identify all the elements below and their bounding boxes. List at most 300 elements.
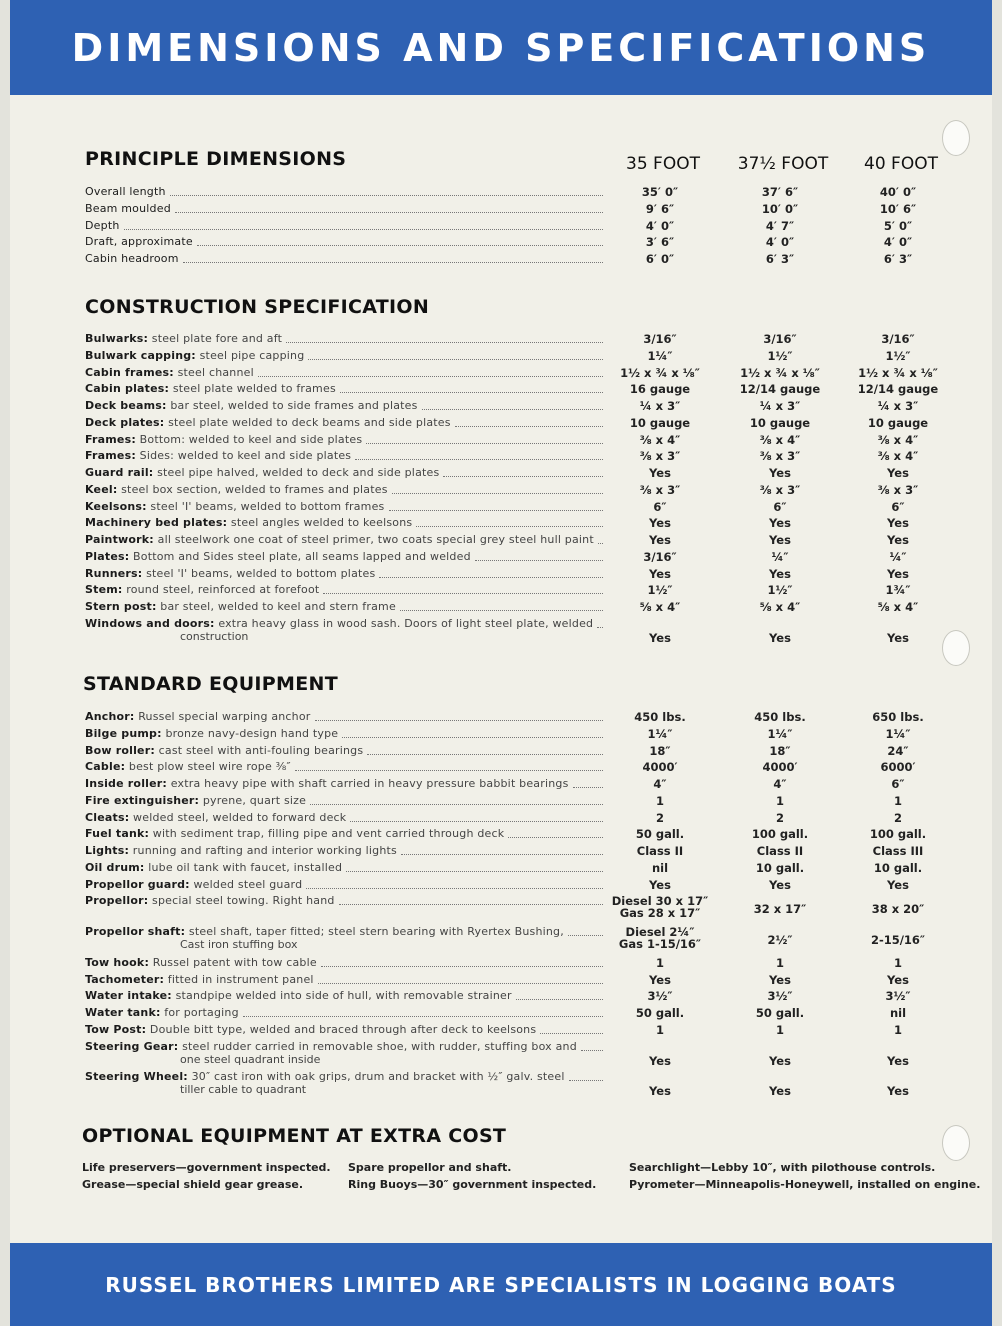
spec-name: Plates: xyxy=(85,549,130,563)
page-left-edge xyxy=(0,0,10,1326)
spec-row xyxy=(85,1070,603,1086)
spec-row xyxy=(85,382,603,398)
spec-value: 1 xyxy=(775,955,784,970)
leader-dots xyxy=(318,983,603,984)
spec-value: Diesel 30 x 17″ xyxy=(611,894,709,909)
spec-description: steel channel xyxy=(177,365,254,379)
spec-label xyxy=(85,533,594,547)
spec-value: 50 gall. xyxy=(755,1006,805,1020)
spec-value: 10 gauge xyxy=(867,415,929,430)
spec-value: 1 xyxy=(775,793,784,808)
spec-name: Propellor guard: xyxy=(85,877,190,891)
spec-row xyxy=(85,989,603,1005)
spec-value: 4″ xyxy=(773,777,787,791)
spec-value: 6″ xyxy=(653,499,667,514)
leader-dots xyxy=(379,577,603,578)
leader-dots xyxy=(366,443,603,444)
spec-value: ¼ x 3″ xyxy=(639,399,681,413)
spec-label xyxy=(85,219,120,233)
spec-description: with sediment trap, filling pipe and vent carried through deck xyxy=(152,827,505,841)
spec-value: Yes xyxy=(649,972,671,987)
spec-row xyxy=(85,1006,603,1022)
spec-value: 10 gall. xyxy=(873,860,923,875)
spec-value: Class II xyxy=(636,844,684,858)
spec-value: 6′ 3″ xyxy=(765,252,795,267)
spec-value: ⅜ x 4″ xyxy=(877,432,919,447)
spec-row xyxy=(85,827,603,843)
spec-value: 35′ 0″ xyxy=(641,185,679,199)
spec-name: Cabin frames: xyxy=(85,365,174,379)
leader-dots xyxy=(400,610,603,611)
spec-row xyxy=(85,349,603,365)
spec-value: 1½″ xyxy=(885,348,911,363)
spec-value: 650 lbs. xyxy=(872,710,924,724)
spec-value: 3/16″ xyxy=(763,332,797,346)
spec-label xyxy=(85,449,351,463)
spec-value: Yes xyxy=(887,533,909,547)
spec-value: 100 gall. xyxy=(751,827,809,842)
spec-name: Draft, approximate xyxy=(85,235,193,249)
spec-value: 1½″ xyxy=(647,583,673,598)
spec-description-continued: Cast iron stuffing box xyxy=(180,938,298,951)
leader-dots xyxy=(197,245,603,246)
spec-name: Lights: xyxy=(85,844,130,857)
spec-value: 3½″ xyxy=(885,989,911,1004)
spec-value: 6″ xyxy=(773,499,787,514)
spec-row xyxy=(85,777,603,793)
spec-description: standpipe welded into side of hull, with removable strainer xyxy=(175,989,512,1003)
binder-hole xyxy=(942,120,970,156)
spec-value: ⅝ x 4″ xyxy=(759,600,801,614)
spec-label xyxy=(85,989,512,1003)
leader-dots xyxy=(416,526,603,527)
spec-name: Bulwark capping: xyxy=(85,348,196,362)
spec-row xyxy=(85,600,603,616)
spec-name: Inside roller: xyxy=(85,777,168,790)
spec-row xyxy=(85,500,603,516)
spec-value: Yes xyxy=(887,972,909,987)
spec-value: 1¾″ xyxy=(885,583,911,598)
spec-description: steel plate welded to frames xyxy=(172,382,336,396)
spec-label xyxy=(85,583,319,597)
spec-value: 10 gauge xyxy=(629,415,691,430)
spec-value: 2 xyxy=(775,810,784,825)
spec-description: steel box section, welded to frames and plates xyxy=(121,482,388,496)
spec-name: Propellor: xyxy=(85,894,149,908)
spec-name: Tachometer: xyxy=(85,972,165,986)
leader-dots xyxy=(321,966,603,967)
spec-row xyxy=(85,516,603,532)
spec-value: 3½″ xyxy=(647,989,673,1004)
spec-value-extra: Gas 1-15/16″ xyxy=(618,937,702,951)
spec-row xyxy=(85,235,603,251)
spec-value: Yes xyxy=(649,466,671,480)
spec-description: 30″ cast iron with oak grips, drum and bracket with ½″ galv. steel xyxy=(191,1070,565,1084)
spec-value: Yes xyxy=(887,1053,909,1068)
spec-value: 9′ 6″ xyxy=(645,201,675,216)
spec-value: 4′ 0″ xyxy=(645,218,675,233)
leader-dots xyxy=(597,627,603,628)
spec-value: 1 xyxy=(655,1022,664,1037)
spec-name: Cleats: xyxy=(85,810,130,824)
leader-dots xyxy=(389,510,604,511)
spec-label xyxy=(85,516,412,530)
spec-label xyxy=(85,760,291,774)
spec-value: ¼ x 3″ xyxy=(759,399,801,413)
spec-value: ⅜ x 3″ xyxy=(759,482,801,497)
leader-dots xyxy=(310,804,603,805)
spec-row xyxy=(85,366,603,382)
leader-dots xyxy=(295,770,603,771)
spec-description: round steel, reinforced at forefoot xyxy=(126,583,320,597)
spec-value: ¼″ xyxy=(889,549,907,564)
spec-label xyxy=(85,567,375,581)
spec-value: 3′ 6″ xyxy=(645,235,675,250)
standard-heading: STANDARD EQUIPMENT xyxy=(83,673,338,695)
spec-label xyxy=(85,777,569,791)
spec-value: ⅜ x 3″ xyxy=(877,482,919,497)
leader-dots xyxy=(306,888,603,889)
spec-name: Oil drum: xyxy=(85,860,145,874)
spec-value: Class III xyxy=(872,844,924,858)
spec-value: ⅜ x 4″ xyxy=(639,432,681,447)
spec-description: welded steel guard xyxy=(193,877,303,891)
spec-value: 24″ xyxy=(887,743,909,758)
spec-value: Yes xyxy=(769,533,791,547)
spec-name: Steering Gear: xyxy=(85,1039,179,1053)
spec-description-continued: one steel quadrant inside xyxy=(180,1052,321,1066)
spec-value: Yes xyxy=(649,1053,671,1068)
spec-name: Fire extinguisher: xyxy=(85,793,200,807)
spec-value: Yes xyxy=(649,516,671,531)
spec-value: 37′ 6″ xyxy=(761,185,799,199)
spec-value: Yes xyxy=(769,466,791,480)
spec-name: Bulwarks: xyxy=(85,332,149,345)
leader-dots xyxy=(443,476,603,477)
spec-row xyxy=(85,567,603,583)
spec-name: Keelsons: xyxy=(85,499,147,513)
spec-label xyxy=(85,433,362,447)
leader-dots xyxy=(581,1050,603,1051)
spec-description: lube oil tank with faucet, installed xyxy=(148,860,343,874)
spec-value: ¼″ xyxy=(771,549,789,564)
spec-value: Diesel 2¼″ xyxy=(625,925,695,939)
spec-name: Cable: xyxy=(85,760,126,774)
spec-row xyxy=(85,449,603,465)
spec-value: 2 xyxy=(893,810,902,825)
leader-dots xyxy=(350,821,603,822)
spec-description: steel pipe capping xyxy=(199,348,305,362)
spec-description: cast steel with anti-fouling bearings xyxy=(158,743,364,757)
spec-value: Yes xyxy=(887,516,909,531)
spec-row xyxy=(85,811,603,827)
optional-item: Spare propellor and shaft. xyxy=(348,1161,512,1174)
spec-description-continued: construction xyxy=(180,629,249,643)
spec-row xyxy=(85,1023,603,1039)
leader-dots xyxy=(340,392,603,393)
spec-value: Yes xyxy=(887,630,909,645)
spec-value: 1 xyxy=(775,1022,784,1037)
spec-value: 6′ 0″ xyxy=(645,252,675,267)
spec-name: Beam moulded xyxy=(85,201,171,215)
spec-description: steel shaft, taper fitted; steel stern bearing with Ryertex Bushing, xyxy=(188,925,564,938)
leader-dots xyxy=(243,1016,603,1017)
spec-value: 50 gall. xyxy=(635,827,685,842)
spec-description: steel angles welded to keelsons xyxy=(230,516,413,530)
spec-row xyxy=(85,399,603,415)
spec-name: Depth xyxy=(85,218,120,232)
spec-description: Bottom and Sides steel plate, all seams lapped and welded xyxy=(133,549,471,563)
spec-value: 18″ xyxy=(769,743,791,758)
spec-value: Yes xyxy=(769,877,791,892)
spec-row xyxy=(85,727,603,743)
spec-row xyxy=(85,973,603,989)
spec-label xyxy=(85,956,317,970)
spec-value: 1 xyxy=(893,1022,902,1037)
spec-value: 1¼″ xyxy=(885,726,911,741)
spec-value: 1 xyxy=(893,955,902,970)
spec-value: ⅜ x 4″ xyxy=(877,449,919,464)
spec-value: Yes xyxy=(769,1084,791,1099)
spec-label xyxy=(85,827,504,841)
spec-value-extra: Gas 28 x 17″ xyxy=(619,906,701,921)
spec-value: 10 gauge xyxy=(749,415,811,430)
spec-value: 1 xyxy=(655,793,664,808)
spec-value: 1½ x ¾ x ⅛″ xyxy=(620,365,700,380)
footer-banner xyxy=(10,1243,992,1326)
spec-value: 4000′ xyxy=(642,760,678,775)
spec-name: Steering Wheel: xyxy=(85,1070,188,1084)
spec-value: 1¼″ xyxy=(647,348,673,363)
leader-dots xyxy=(323,593,603,594)
spec-name: Water intake: xyxy=(85,989,172,1003)
spec-description: Sides: welded to keel and side plates xyxy=(139,449,352,463)
spec-label xyxy=(85,744,363,758)
spec-row xyxy=(85,1040,603,1056)
spec-description: best plow steel wire rope ⅜″ xyxy=(128,760,291,774)
spec-label xyxy=(85,617,593,631)
leader-dots xyxy=(183,262,603,263)
leader-dots xyxy=(355,459,603,460)
spec-label xyxy=(85,399,418,413)
footer-slogan: RUSSEL BROTHERS LIMITED ARE SPECIALISTS IN LOGGING BOATS xyxy=(105,1273,897,1297)
leader-dots xyxy=(170,195,603,196)
leader-dots xyxy=(339,904,603,905)
spec-label xyxy=(85,794,306,808)
spec-value: 10′ 0″ xyxy=(761,201,799,216)
spec-value: 10 gall. xyxy=(755,860,805,875)
spec-description: special steel towing. Right hand xyxy=(152,894,335,908)
spec-value: Yes xyxy=(649,1084,671,1099)
leader-dots xyxy=(258,376,603,377)
spec-name: Bilge pump: xyxy=(85,726,162,740)
spec-value: 4′ 0″ xyxy=(765,235,795,250)
spec-row xyxy=(85,252,603,268)
spec-name: Water tank: xyxy=(85,1006,161,1019)
spec-row xyxy=(85,533,603,549)
spec-value: 1¼″ xyxy=(647,726,673,741)
spec-name: Tow Post: xyxy=(85,1022,147,1036)
spec-description: pyrene, quart size xyxy=(202,793,307,807)
spec-value: 32 x 17″ xyxy=(753,902,807,917)
spec-value: Yes xyxy=(887,877,909,892)
spec-value: Yes xyxy=(769,630,791,645)
spec-label xyxy=(85,185,166,199)
spec-row xyxy=(85,185,603,201)
spec-row xyxy=(85,583,603,599)
spec-label xyxy=(85,483,388,497)
spec-value: ⅜ x 3″ xyxy=(639,482,681,497)
spec-value: 1 xyxy=(893,793,902,808)
spec-value: nil xyxy=(651,860,669,875)
spec-value: 3/16″ xyxy=(881,332,915,346)
leader-dots xyxy=(422,409,603,410)
spec-value: 18″ xyxy=(649,743,671,758)
spec-label xyxy=(85,727,338,741)
spec-label xyxy=(85,925,564,939)
spec-value: 1½ x ¾ x ⅛″ xyxy=(858,365,938,380)
spec-label xyxy=(85,366,254,380)
spec-value: 2½″ xyxy=(767,933,793,947)
spec-description: Bottom: welded to keel and side plates xyxy=(139,432,363,446)
spec-value: nil xyxy=(889,1006,907,1020)
spec-row xyxy=(85,861,603,877)
optional-item: Grease—special shield gear grease. xyxy=(82,1178,304,1191)
spec-label xyxy=(85,878,302,892)
spec-value: ⅝ x 4″ xyxy=(639,600,681,614)
spec-value: 1½ x ¾ x ⅛″ xyxy=(740,365,820,380)
col-37-foot: 37½ FOOT xyxy=(737,154,829,174)
spec-value: 3/16″ xyxy=(643,549,677,564)
spec-row xyxy=(85,794,603,810)
leader-dots xyxy=(569,1080,603,1081)
spec-row xyxy=(85,550,603,566)
construction-heading: CONSTRUCTION SPECIFICATION xyxy=(85,296,430,318)
spec-value: 450 lbs. xyxy=(634,710,686,724)
spec-name: Cabin plates: xyxy=(85,382,170,396)
spec-label xyxy=(85,600,396,614)
spec-name: Keel: xyxy=(85,482,118,496)
spec-value: Yes xyxy=(769,1053,791,1068)
spec-value: 38 x 20″ xyxy=(871,902,925,917)
spec-value: 100 gall. xyxy=(869,827,927,842)
spec-value: Yes xyxy=(769,516,791,531)
spec-value: Yes xyxy=(887,566,909,581)
leader-dots xyxy=(286,342,603,343)
spec-row xyxy=(85,219,603,235)
spec-label xyxy=(85,349,304,363)
optional-item: Life preservers—government inspected. xyxy=(82,1161,331,1174)
spec-label xyxy=(85,202,171,216)
spec-name: Frames: xyxy=(85,432,136,446)
spec-row xyxy=(85,466,603,482)
spec-description: extra heavy glass in wood sash. Doors of light steel plate, welded xyxy=(218,616,594,630)
spec-label xyxy=(85,332,282,346)
spec-value: Yes xyxy=(649,877,671,892)
spec-description: extra heavy pipe with shaft carried in heavy pressure babbit bearings xyxy=(170,777,569,790)
spec-value: 6′ 3″ xyxy=(883,252,913,267)
optional-item: Searchlight—Lebby 10″, with pilothouse controls. xyxy=(629,1161,936,1174)
principle-heading: PRINCIPLE DIMENSIONS xyxy=(85,148,347,170)
spec-name: Deck plates: xyxy=(85,415,165,429)
spec-name: Windows and doors: xyxy=(85,616,215,630)
spec-description: welded steel, welded to forward deck xyxy=(133,810,347,824)
spec-row xyxy=(85,433,603,449)
spec-value: 3/16″ xyxy=(643,332,677,346)
spec-value: 1 xyxy=(655,955,664,970)
spec-label xyxy=(85,844,397,858)
spec-label xyxy=(85,1040,577,1054)
spec-label xyxy=(85,811,346,825)
spec-value: 6″ xyxy=(891,499,905,514)
spec-label xyxy=(85,235,193,249)
spec-name: Bow roller: xyxy=(85,743,155,757)
spec-label xyxy=(85,1006,239,1020)
spec-label xyxy=(85,252,179,266)
leader-dots xyxy=(540,1033,603,1034)
spec-row xyxy=(85,617,603,633)
spec-description: bar steel, welded to side frames and plates xyxy=(170,399,418,412)
spec-description: fitted in instrument panel xyxy=(167,972,314,986)
spec-description: steel 'I' beams, welded to bottom plates xyxy=(146,566,376,580)
leader-dots xyxy=(367,754,603,755)
spec-description: Russel patent with tow cable xyxy=(152,955,317,969)
spec-label xyxy=(85,1070,565,1084)
spec-value: Yes xyxy=(649,630,671,645)
spec-name: Deck beams: xyxy=(85,399,167,412)
spec-name: Overall length xyxy=(85,185,166,198)
spec-name: Guard rail: xyxy=(85,466,154,479)
spec-row xyxy=(85,744,603,760)
spec-value: 3½″ xyxy=(767,989,793,1004)
spec-name: Paintwork: xyxy=(85,533,154,546)
spec-description: steel pipe halved, welded to deck and side plates xyxy=(157,466,440,479)
spec-name: Frames: xyxy=(85,449,136,463)
spec-row xyxy=(85,925,603,941)
header-banner xyxy=(10,0,992,95)
spec-row xyxy=(85,956,603,972)
spec-value: 12/14 gauge xyxy=(739,382,821,397)
spec-description: for portaging xyxy=(164,1006,239,1019)
spec-label xyxy=(85,416,451,430)
spec-name: Machinery bed plates: xyxy=(85,516,228,530)
spec-value: Yes xyxy=(769,566,791,581)
spec-value: 5′ 0″ xyxy=(883,218,913,233)
spec-label xyxy=(85,500,385,514)
spec-value: 4000′ xyxy=(762,760,798,775)
spec-label xyxy=(85,382,336,396)
spec-value: 1¼″ xyxy=(767,726,793,741)
spec-value: Class II xyxy=(756,844,804,858)
leader-dots xyxy=(342,737,603,738)
page-title: DIMENSIONS AND SPECIFICATIONS xyxy=(71,26,931,70)
leader-dots xyxy=(124,229,603,230)
spec-value: ⅝ x 4″ xyxy=(877,600,919,614)
spec-value: ⅜ x 3″ xyxy=(639,449,681,464)
spec-description: all steelwork one coat of steel primer, two coats special grey steel hull paint xyxy=(157,533,594,546)
spec-label xyxy=(85,861,342,875)
leader-dots xyxy=(175,212,603,213)
spec-name: Propellor shaft: xyxy=(85,925,186,938)
leader-dots xyxy=(315,720,603,721)
spec-description: running and rafting and interior working lights xyxy=(132,844,397,857)
page-right-edge xyxy=(992,0,1002,1326)
col-35-foot: 35 FOOT xyxy=(626,154,700,174)
spec-label xyxy=(85,894,335,908)
spec-description: steel 'I' beams, welded to bottom frames xyxy=(150,499,385,513)
leader-dots xyxy=(401,854,603,855)
spec-name: Anchor: xyxy=(85,710,135,723)
